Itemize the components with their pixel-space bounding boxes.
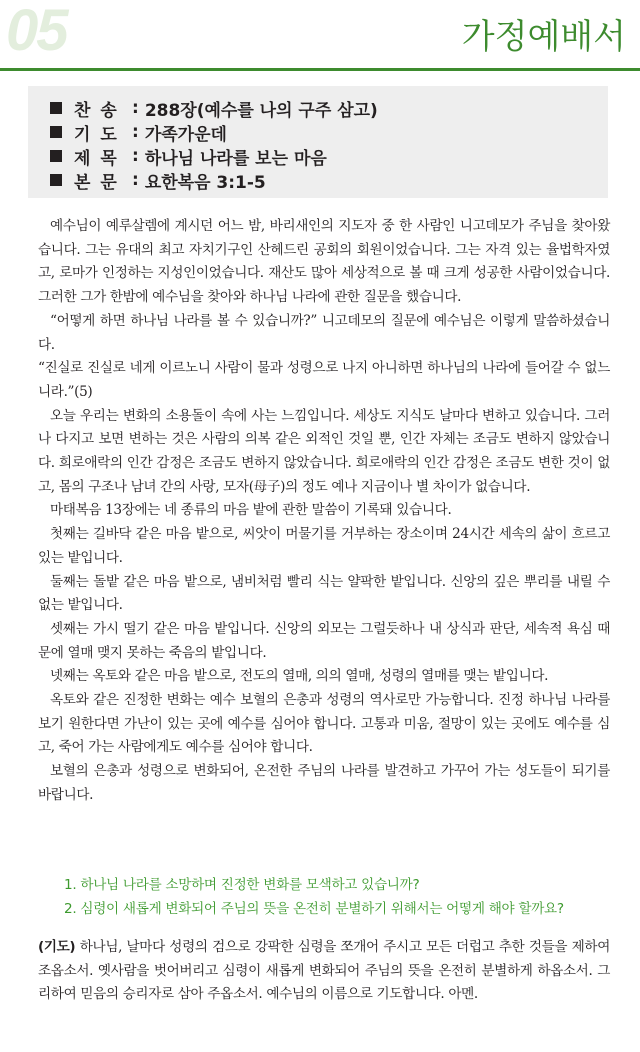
info-label: 제 목 — [74, 148, 119, 169]
body-paragraph: 오늘 우리는 변화의 소용돌이 속에 사는 느낌입니다. 세상도 지식도 날마다 변하고 있습니다. 그러나 다지고 보면 변하는 것은 사람의 의복 같은 외적인 것일 뿐, 인간 자체는 조금도 변하지 않았습니다. 희로애락의 인간 감정은 조금도 변하지 않았습니다. 희로애락의 인간 감정은 조금도 변한 것이 없고, 몸의 구조나 남녀 간의 사랑, 모자(母子)의 정도 예나 지금이나 별 차이가 없습니다. — [38, 407, 610, 495]
info-value: 요한복음 3:1-5 — [144, 172, 266, 193]
question-item: 2. 심령이 새롭게 변화되어 주님의 뜻을 온전히 분별하기 위해서는 어떻게 해야 할까요? — [64, 901, 564, 917]
body-paragraph: 예수님이 예루살렘에 계시던 어느 밤, 바리새인의 지도자 중 한 사람인 니고데모가 주님을 찾아왔습니다. 그는 유대의 최고 자치기구인 산헤드린 공회의 회원이었습니다. 그는 자격 있는 율법학자였고, 로마가 인정하는 지성인이었습니다. 재산도 많아 세상적으로 볼 때 크게 성공한 사람이었습니다. 그러한 그가 한밤에 예수님을 찾아와 하나님 나라에 관한 질문을 했습니다. — [38, 218, 610, 306]
body-paragraph: 첫째는 길바닥 같은 마음 밭으로, 씨앗이 머물기를 거부하는 장소이며 24시간 세속의 삶이 흐르고 있는 밭입니다. — [38, 526, 610, 566]
prayer-label: (기도) — [38, 939, 76, 955]
body-paragraph: 셋째는 가시 떨기 같은 마음 밭입니다. 신앙의 외모는 그럴듯하나 내 상식과 판단, 세속적 욕심 때문에 열매 맺지 못하는 죽음의 밭입니다. — [38, 620, 610, 661]
info-value: 288장(예수를 나의 구주 삼고) — [144, 100, 378, 121]
page-title: 가정예배서 — [461, 17, 626, 57]
square-bullet-icon — [50, 174, 62, 186]
info-label: 기 도 — [74, 124, 119, 145]
info-row-hymn — [50, 96, 378, 120]
body-paragraph: 옥토와 같은 진정한 변화는 예수 보혈의 은총과 성령의 역사로만 가능합니다. 진정 하나님 나라를 보기 원한다면 가난이 있는 곳에 예수를 심어야 합니다. 고통과 미움, 절망이 있는 곳에도 예수를 심고, 죽어 가는 사람에게도 예수를 심어야 합니다. — [38, 692, 610, 756]
sermon-body — [38, 215, 610, 808]
discussion-questions — [64, 873, 624, 921]
header-divider — [0, 68, 640, 71]
prayer-text: 하나님, 날마다 성령의 검으로 강팍한 심령을 쪼개어 주시고 모든 더럽고 추한 것들을 제하여 조옵소서. 옛사람을 벗어버리고 심령이 새롭게 변화되어 주님의 뜻을 온전히 분별하게 하옵소서. 그리하여 믿음의 승리자로 삼아 주옵소서. 예수님의 이름으로 기도합니다. 아멘. — [38, 939, 610, 1003]
square-bullet-icon — [50, 102, 62, 114]
info-colon: : — [132, 146, 139, 166]
body-paragraph: 넷째는 옥토와 같은 마음 밭으로, 전도의 열매, 의의 열매, 성령의 열매를 맺는 밭입니다. — [50, 668, 549, 685]
info-row-subject — [50, 144, 327, 168]
body-paragraph: 보혈의 은총과 성령으로 변화되어, 온전한 주님의 나라를 발견하고 가꾸어 가는 성도들이 되기를 바랍니다. — [38, 763, 610, 803]
worship-info-box — [28, 86, 608, 198]
info-row-scripture — [50, 168, 266, 192]
info-value: 가족가운데 — [144, 124, 227, 145]
body-paragraph: 마태복음 13장에는 네 종류의 마음 밭에 관한 말씀이 기록돼 있습니다. — [50, 502, 452, 519]
info-value: 하나님 나라를 보는 마음 — [144, 148, 327, 169]
info-row-prayer — [50, 120, 227, 144]
scripture-quote: “진실로 진실로 네게 이르노니 사람이 물과 성령으로 나지 아니하면 하나님의 나라에 들어갈 수 없느니라.”(5) — [38, 360, 610, 400]
body-paragraph: 둘째는 돌밭 같은 마음 밭으로, 냄비처럼 빨리 식는 얄팍한 밭입니다. 신앙의 깊은 뿌리를 내릴 수 없는 밭입니다. — [38, 573, 610, 614]
info-colon: : — [132, 170, 139, 190]
info-label: 본 문 — [74, 172, 119, 193]
info-label: 찬 송 — [74, 100, 119, 121]
question-item: 1. 하나님 나라를 소망하며 진정한 변화를 모색하고 있습니까? — [64, 877, 420, 893]
closing-prayer — [38, 936, 610, 1007]
page-number: 05 — [6, 0, 67, 63]
square-bullet-icon — [50, 126, 62, 138]
info-colon: : — [132, 98, 139, 118]
body-paragraph: “어떻게 하면 하나님 나라를 볼 수 있습니까?” 니고데모의 질문에 예수님은 이렇게 말씀하셨습니다. — [38, 312, 610, 353]
info-colon: : — [132, 122, 139, 142]
square-bullet-icon — [50, 150, 62, 162]
